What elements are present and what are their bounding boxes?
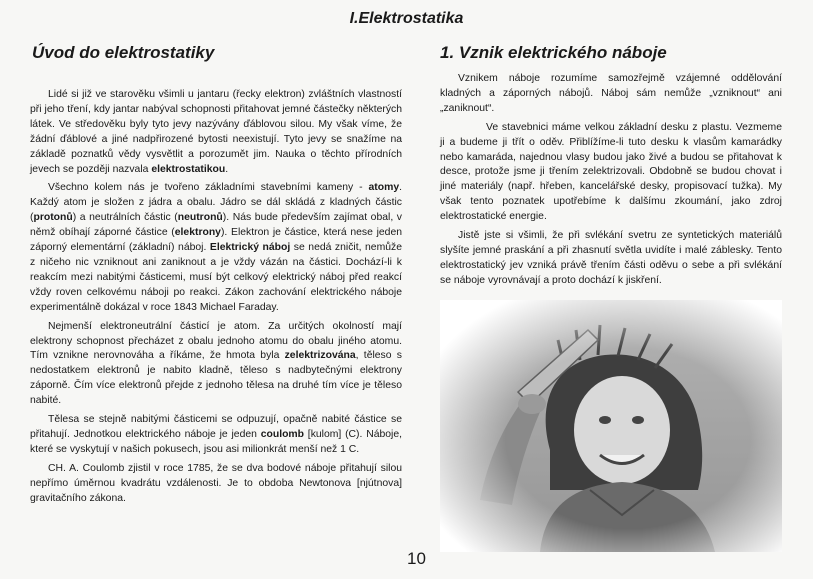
paragraph-coulomb-unit: Tělesa se stejně nabitými částicemi se odpuzují, opačně nabité částice se přitahují. Jednotkou elektrického náboje je jeden coulomb [kulom] (C). Náboje, které se vyskytují v našich pokusech, jsou asi milionkrát menší než 1 C.: [30, 414, 403, 455]
right-column: [440, 42, 782, 289]
left-column: [30, 42, 402, 506]
left-text: [30, 88, 402, 506]
paragraph-atoms: Všechno kolem nás je tvořeno základními stavebními kameny - atomy. Každý atom je složen z jádra a obalu. Jádro se dál skládá z kladných částic (protonů) a neutrálních částic (neutronů). Nás bude především zajímat obal, v němž obíhají záporné částice (elektrony). Elektron je částice, která nese jeden záporný elementární (základní) náboj. Elektrický náboj se nedá zničit, nemůže z ničeho nic vzniknout ani zaniknout a je vždy vázán na částici. Dochází-li k reakcím mezi nabitými částicemi, musí být celkový elektrický náboj před reakcí vždy roven celkovému náboji po reakci. Zákon zachování elektrického náboje experimentálně dokázal v roce 1843 Michael Faraday.: [30, 182, 402, 313]
photo-girl-hair-experiment: [440, 300, 782, 552]
left-heading: Úvod do elektrostatiky: [32, 43, 215, 62]
paragraph-electrization: Nejmenší elektroneutrální částicí je atom. Za určitých okolností mají elektrony schopnost přecházet z obalu jednoho atomu do obalu jiného atomu. Tím vznikne nerovnováha a říkáme, že hmota byla zelektrizována, těleso s nedostatkem elektronů je nabito kladně, těleso s nadbytečnými elektrony záporně. Čím více elektronů přejde z jednoho tělesa na druhé tím více je těleso nabité.: [30, 320, 402, 407]
right-heading: 1. Vznik elektrického náboje: [440, 43, 667, 62]
paragraph-sweater: Jistě jste si všimli, že při svlékání svetru ze syntetických materiálů slyšíte jemné praskání a při zhasnutí světla uvidíte i malé záblesky. Tento elektrostatický jev vzniká právě třením části oděvu o sebe a při svlékání se náboje vyrovnávají a proto dochází k jiskření.: [440, 230, 782, 286]
paragraph-plastic-board: Ve stavebnici máme velkou základní desku z plastu. Vezmeme ji a budeme ji třít o oděv. Přiblížíme-li tuto desku k vlasům kamarádky nebo kamaráda, najednou vlasy budou jako živé a budou se přitahovat k desce, protože jsme ji třením zelektrizovali. Obdobně se budou chovat i jiné materiály (např. hřeben, kancelářské desky, propisovací tužka). My však tento poznatek upotřebíme k dalšímu zkoumání, jako zdroj elektrostatické energie.: [440, 121, 782, 223]
paragraph-coulomb-law: CH. A. Coulomb zjistil v roce 1785, že se dva bodové náboje přitahují silou nepřímo úměrnou kvadrátu vzdálenosti. Je to obdoba Newtonova [njútnova] gravitačního zákona.: [30, 462, 402, 504]
paragraph-charge-origin: Vznikem náboje rozumíme samozřejmě vzájemné oddělování kladných a záporných nábojů. Náboj sám nemůže „vzniknout“ ani „zaniknout“.: [440, 73, 782, 114]
right-text: [440, 72, 782, 289]
page-number: 10: [407, 549, 426, 568]
photo-image: [440, 300, 782, 552]
paragraph-history: Lidé si již ve starověku všimli u jantaru (řecky elektron) zvláštních vlastností při jeho tření, kdy jantar nabýval schopnosti přitahovat jemné částečky některých látek. Ve středověku byly tyto jevy nazývány ďáblovou silou. My však víme, že žádní ďáblové a jiné nadpřirozené bytosti neexistují. Tyto jevy se snažíme na základě poznatků vědy vysvětlit a porozumět jim. Nauka o těchto přírodních jevech se později nazvala elektrostatikou.: [30, 89, 402, 175]
page-header: I.Elektrostatika: [349, 10, 464, 27]
